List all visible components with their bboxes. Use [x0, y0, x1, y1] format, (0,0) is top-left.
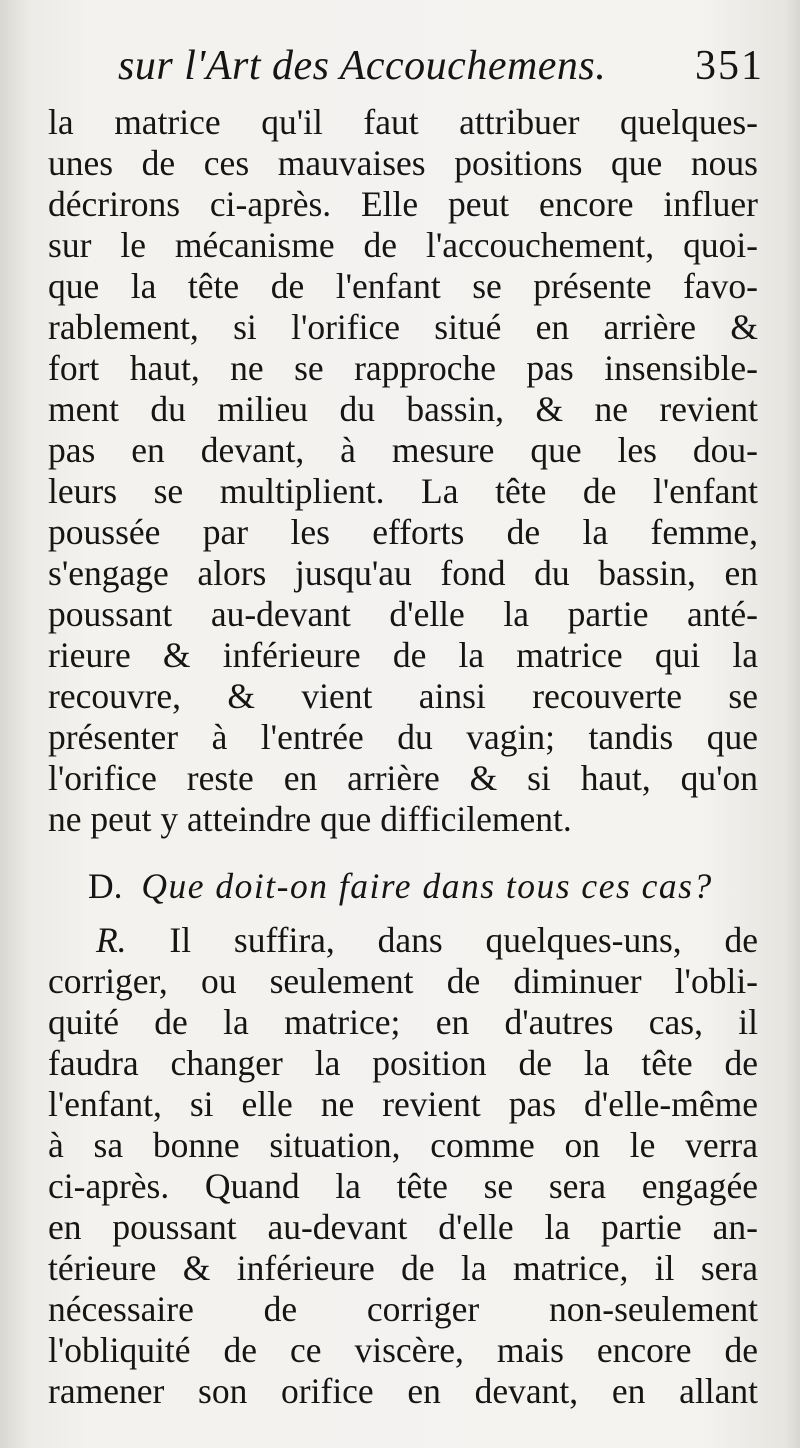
text-line: ci-après. Quand la tête se sera engagée	[48, 1166, 758, 1206]
text-line: recouvre, & vient ainsi recouverte se	[48, 676, 758, 716]
text-line: unes de ces mauvaises positions que nous	[48, 143, 758, 183]
text-line: nécessaire de corriger non-seulement	[48, 1289, 758, 1329]
text-line: quité de la matrice; en d'autres cas, il	[48, 1002, 758, 1042]
text-line: rablement, si l'orifice situé en arrière &	[48, 307, 758, 347]
text-line: ramener son orifice en devant, en allant	[48, 1371, 758, 1411]
text-line: l'orifice reste en arrière & si haut, qu'on	[48, 758, 758, 798]
text-line: que la tête de l'enfant se présente favo-	[48, 266, 758, 306]
text-line: ment du milieu du bassin, & ne revient	[48, 389, 758, 429]
question-text: Que doit-on faire dans tous ces cas?	[141, 866, 713, 906]
running-title: sur l'Art des Accouchemens.	[118, 43, 607, 89]
text-line: sur le mécanisme de l'accouchement, quoi-	[48, 225, 758, 265]
text-line: présenter à l'entrée du vagin; tandis que	[48, 717, 758, 757]
answer-paragraph	[48, 920, 758, 1412]
answer-first-line-text: Il suffira, dans quelques-uns, de	[169, 920, 759, 960]
text-line: la matrice qu'il faut attribuer quelques-	[48, 102, 758, 142]
page-number: 351	[695, 43, 764, 89]
text-line: décrirons ci-après. Elle peut encore influer	[48, 184, 758, 224]
text-line: corriger, ou seulement de diminuer l'obli-	[48, 961, 758, 1001]
text-line: en poussant au-devant d'elle la partie an-	[48, 1207, 758, 1247]
text-line: térieure & inférieure de la matrice, il sera	[48, 1248, 758, 1288]
text-line: à sa bonne situation, comme on le verra	[48, 1125, 758, 1165]
text-line: l'enfant, si elle ne revient pas d'elle-même	[48, 1084, 758, 1124]
answer-label: R.	[96, 920, 127, 960]
text-line: pas en devant, à mesure que les dou-	[48, 430, 758, 470]
text-line: poussant au-devant d'elle la partie anté-	[48, 594, 758, 634]
text-line: poussée par les efforts de la femme,	[48, 512, 758, 552]
answer-first-line	[48, 920, 758, 961]
paragraph-gap	[48, 840, 758, 862]
text-line: leurs se multiplient. La tête de l'enfant	[48, 471, 758, 511]
text-line: s'engage alors jusqu'au fond du bassin, en	[48, 553, 758, 593]
text-line: ne peut y atteindre que difficilement.	[48, 799, 572, 839]
text-line: fort haut, ne se rapproche pas insensible-	[48, 348, 758, 388]
text-line: faudra changer la position de la tête de	[48, 1043, 758, 1083]
paragraph-1	[48, 102, 758, 840]
question-line	[48, 862, 758, 910]
question-label: D.	[88, 866, 123, 906]
text-line: l'obliquité de ce viscère, mais encore de	[48, 1330, 758, 1370]
body-text	[48, 102, 758, 1412]
text-line: rieure & inférieure de la matrice qui la	[48, 635, 758, 675]
paragraph-gap	[48, 910, 758, 920]
page-header	[60, 42, 772, 102]
